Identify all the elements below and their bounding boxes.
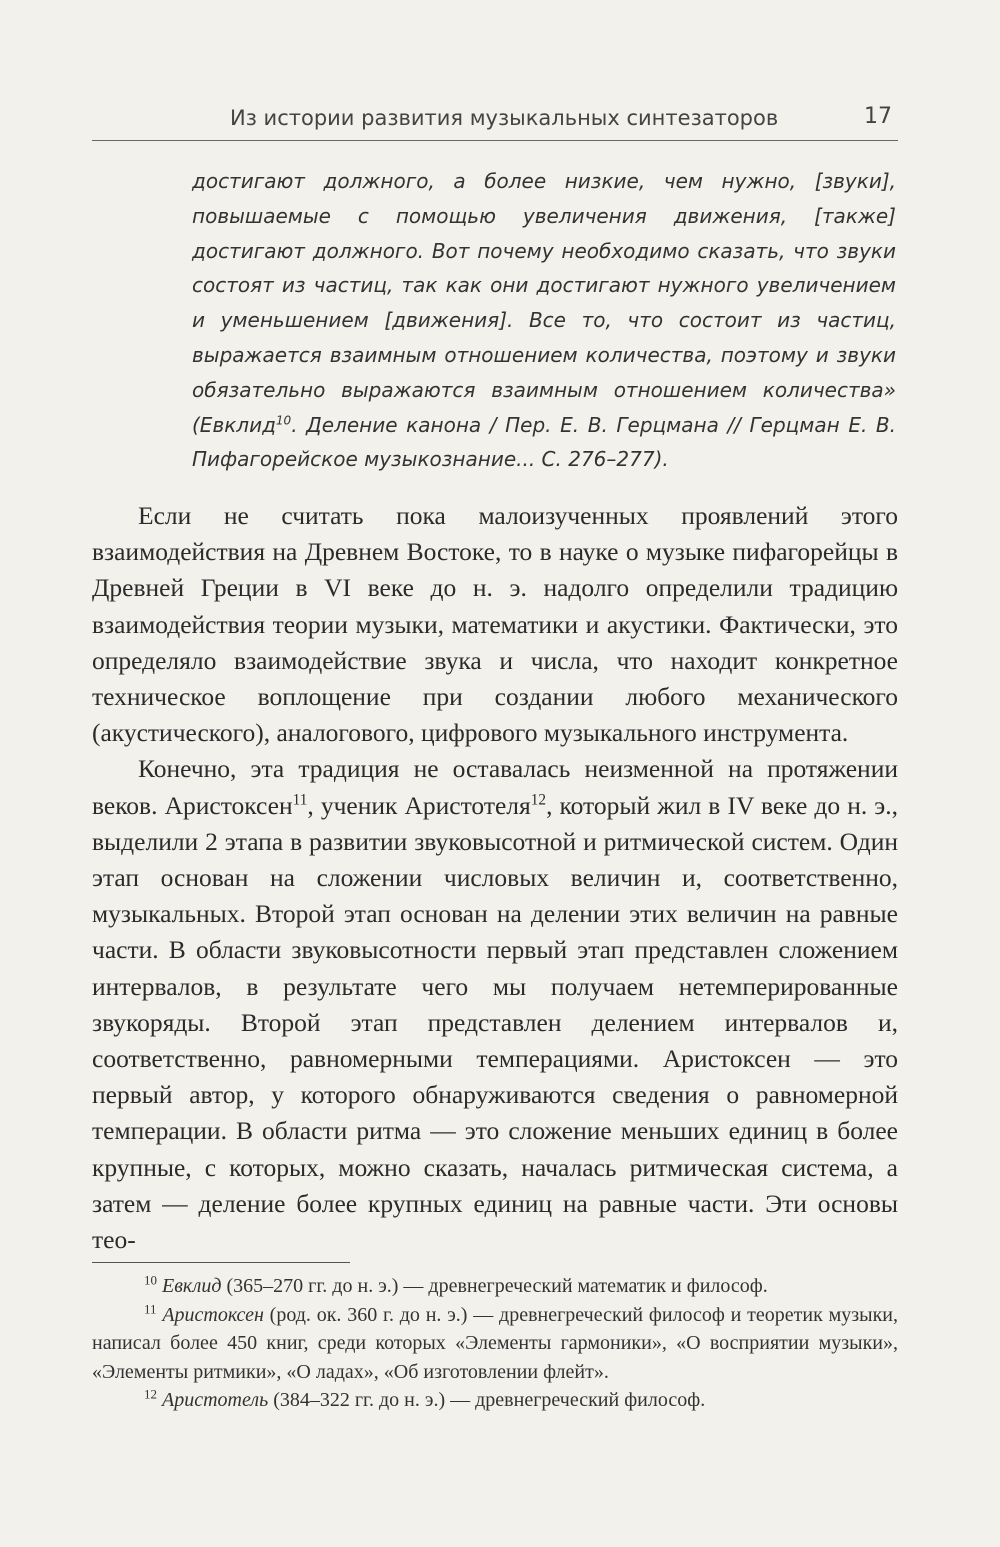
- quote-source-author: (Евклид: [192, 412, 276, 437]
- footnote-ref-12[interactable]: 12: [530, 791, 547, 809]
- footnote-text: (384–322 гг. до н. э.) — древнегреческий философ.: [268, 1389, 706, 1411]
- footnote-12: [92, 1386, 898, 1415]
- paragraph-2: [92, 751, 898, 1258]
- paragraph-2-part-c: , который жил в IV веке до н. э., выделили 2 этапа в развитии звуковысотной и ритмической систем. Один этап основан на сложении числовых величин и, соответственно, музыкальных. Второй этап основан на делении этих величин на равные части. В области звуковысотности первый этап представлен сложением интервалов, в результате чего мы получаем нетемперированные звукоряды. Второй этап представлен делением интервалов и, соответственно, равномерными темперациями. Аристоксен — это первый автор, у которого обнаруживаются сведения о равномерной темперации. В области ритма — это сложение меньших единиц в более крупные, с которых, можно сказать, началась ритмическая система, а затем — деление более крупных единиц на равные части. Эти основы тео-: [92, 790, 899, 1255]
- footnote-ref-11[interactable]: 11: [292, 791, 308, 809]
- page-number: 17: [864, 104, 892, 129]
- footnote-name: Аристотель: [162, 1389, 269, 1411]
- footnote-ref-10[interactable]: 10: [275, 412, 292, 427]
- footnote-11: [92, 1301, 898, 1387]
- running-title: Из истории развития музыкальных синтезаторов: [230, 106, 779, 130]
- paragraph-2-part-a: Конечно, эта традиция не оставалась неизменной на протяжении веков. Аристоксен: [92, 754, 898, 820]
- footnote-number: 10: [144, 1272, 157, 1288]
- quote-source-citation: . Деление канона / Пер. Е. В. Герцмана // Герцман Е. В. Пифагорейское музыкознание... С. 276–277).: [192, 412, 896, 472]
- footnote-name: Евклид: [162, 1275, 222, 1297]
- paragraph-2-part-b: , ученик Аристотеля: [307, 790, 531, 820]
- footnote-10: [92, 1272, 898, 1301]
- footnote-text: (365–270 гг. до н. э.) — древнегреческий математик и философ.: [221, 1275, 768, 1297]
- quote-source: [192, 413, 896, 472]
- footnote-number: 12: [144, 1386, 157, 1402]
- footnotes: [92, 1272, 898, 1415]
- quote-text: достигают должного, а более низкие, чем нужно, [звуки], повышаемые с помощью увеличения движения, [также] достигают должного. Вот почему необходимо сказать, что звуки состоят из частиц, так как они достигают нужного увеличением и уменьшением [движения]. Все то, что состоит из частиц, выражается взаимным отношением количества, поэтому и звуки обязательно выражаются взаимным отношением количества»: [192, 169, 896, 402]
- paragraph-1: Если не считать пока малоизученных проявлений этого взаимодействия на Древнем Востоке, то в науке о музыке пифагорейцы в Древней Греции в VI веке до н. э. надолго определили традицию взаимодействия теории музыки, математики и акустики. Фактически, это определяло взаимодействие звука и числа, что находит конкретное техническое воплощение при создании любого механического (акустического), аналогового, цифрового музыкального инструмента.: [92, 501, 898, 748]
- footnote-name: Аристоксен: [162, 1303, 264, 1326]
- running-header: [92, 100, 898, 141]
- block-quote: [192, 164, 896, 477]
- footnote-number: 11: [144, 1300, 157, 1316]
- footnote-text: (род. ок. 360 г. до н. э.) — древнегреческий философ и теоретик музыки, написал более 450 книг, среди которых «Элементы гармоники», «О восприятии музыки», «Элементы ритмики», «О ладах», «Об изготовлении флейт».: [92, 1303, 899, 1383]
- main-text: [92, 498, 898, 1258]
- footnote-divider: [92, 1262, 350, 1263]
